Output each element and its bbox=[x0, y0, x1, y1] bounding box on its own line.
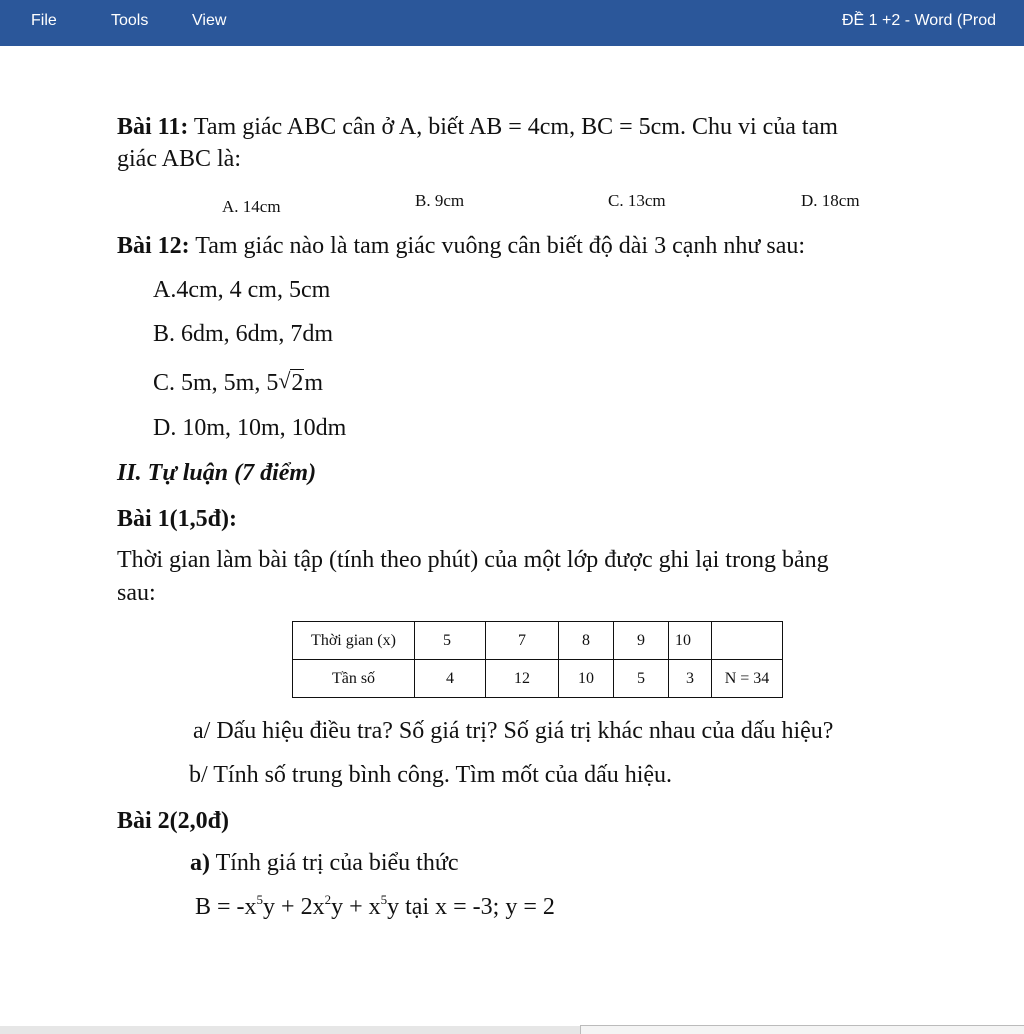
expr-part: y tại x = -3; y = 2 bbox=[387, 894, 555, 920]
bai1-line2: sau: bbox=[117, 580, 156, 606]
expr-part: y + 2x bbox=[263, 894, 325, 920]
menu-tools[interactable]: Tools bbox=[111, 12, 149, 29]
bai12-option-b: B. 6dm, 6dm, 7dm bbox=[153, 321, 334, 347]
bai12-label: Bài 12: bbox=[117, 233, 190, 259]
sqrt-radicand: 2 bbox=[291, 370, 304, 396]
status-bar-panel bbox=[580, 1025, 1024, 1034]
bai1-question-b: b/ Tính số trung bình công. Tìm mốt của dấu hiệu. bbox=[189, 762, 673, 788]
bai12-option-c-suffix: m bbox=[304, 370, 324, 396]
table-cell: Tần số bbox=[293, 660, 415, 698]
menu-view[interactable]: View bbox=[192, 12, 227, 29]
expr-part: y + x bbox=[331, 894, 381, 920]
expr-part: B = -x bbox=[195, 894, 257, 920]
bai1-line1: Thời gian làm bài tập (tính theo phút) của một lớp được ghi lại trong bảng bbox=[117, 547, 829, 573]
bai11-option-c: C. 13cm bbox=[608, 191, 666, 210]
bai12-line1 bbox=[117, 231, 805, 261]
bai1-heading: Bài 1(1,5đ): bbox=[117, 506, 237, 532]
section-heading: II. Tự luận (7 điểm) bbox=[117, 460, 317, 486]
bai11-text: Tam giác ABC cân ở A, biết AB = 4cm, BC = 5cm. Chu vi của tam bbox=[188, 114, 838, 140]
bai2-expression bbox=[195, 892, 555, 922]
expr-exponent: 2 bbox=[324, 892, 332, 907]
sqrt-symbol bbox=[278, 368, 304, 398]
bai12-option-d: D. 10m, 10m, 10dm bbox=[153, 415, 347, 441]
table-cell: 5 bbox=[614, 660, 669, 698]
bai11-label: Bài 11: bbox=[117, 114, 189, 140]
bai2-part-a-text: Tính giá trị của biểu thức bbox=[210, 850, 459, 876]
expr-exponent: 5 bbox=[256, 892, 264, 907]
bai2-part-a-label: a) bbox=[190, 850, 210, 876]
table-cell: N = 34 bbox=[712, 660, 783, 698]
table-cell: Thời gian (x) bbox=[293, 622, 415, 660]
bai11-option-d: D. 18cm bbox=[801, 191, 860, 210]
bai12-text: Tam giác nào là tam giác vuông cân biết độ dài 3 cạnh như sau: bbox=[189, 233, 806, 259]
bai12-option-c-prefix: C. 5m, 5m, 5 bbox=[153, 370, 279, 396]
window-title: ĐỀ 1 +2 - Word (Prod bbox=[842, 12, 996, 29]
table-cell: 4 bbox=[415, 660, 486, 698]
bai12-option-a: A.4cm, 4 cm, 5cm bbox=[153, 277, 331, 303]
bai12-option-c bbox=[153, 368, 323, 398]
bai11-line2: giác ABC là: bbox=[117, 146, 241, 172]
table-cell: 10 bbox=[669, 622, 712, 660]
document-page bbox=[0, 46, 1024, 1026]
table-cell: 9 bbox=[614, 622, 669, 660]
radical-sign: √ bbox=[278, 368, 291, 393]
title-bar bbox=[0, 0, 1024, 46]
bai11-option-a: A. 14cm bbox=[222, 197, 281, 216]
frequency-table bbox=[292, 621, 783, 698]
table-cell: 3 bbox=[669, 660, 712, 698]
bai1-question-a: a/ Dấu hiệu điều tra? Số giá trị? Số giá trị khác nhau của dấu hiệu? bbox=[193, 718, 834, 744]
bai2-part-a bbox=[190, 848, 459, 878]
bai11-option-b: B. 9cm bbox=[415, 191, 465, 210]
table-cell: 12 bbox=[486, 660, 559, 698]
expr-exponent: 5 bbox=[380, 892, 388, 907]
table-cell: 10 bbox=[559, 660, 614, 698]
menu-file[interactable]: File bbox=[31, 12, 57, 29]
table-cell: 5 bbox=[415, 622, 486, 660]
table-cell: 7 bbox=[486, 622, 559, 660]
table-row bbox=[293, 622, 783, 660]
bai2-heading: Bài 2(2,0đ) bbox=[117, 808, 230, 834]
table-cell bbox=[712, 622, 783, 660]
bai11-line1 bbox=[117, 112, 838, 142]
table-cell: 8 bbox=[559, 622, 614, 660]
table-row bbox=[293, 660, 783, 698]
